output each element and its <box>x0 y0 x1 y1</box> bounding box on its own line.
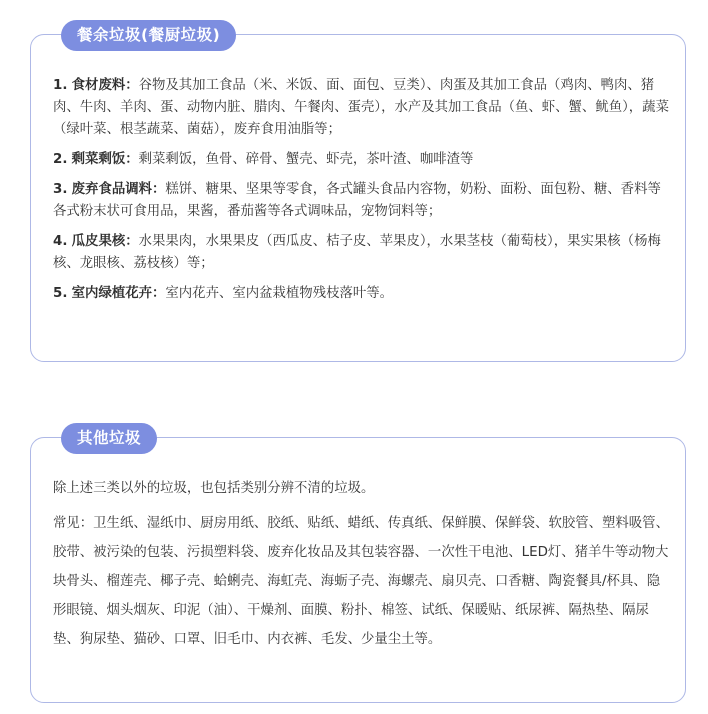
kitchen-waste-title: 餐余垃圾(餐厨垃圾) <box>61 20 236 51</box>
other-waste-title: 其他垃圾 <box>61 423 157 454</box>
kitchen-waste-list <box>53 75 669 313</box>
list-item <box>53 149 669 171</box>
item-number: 2. <box>53 152 68 167</box>
item-number: 5. <box>53 286 68 301</box>
list-item <box>53 231 669 275</box>
item-text: 糕饼、糖果、坚果等零食，各式罐头食品内容物，奶粉、面粉、面包粉、糖、香料等各式粉末状可食用品，果酱，番茄酱等各式调味品，宠物饲料等； <box>53 182 661 219</box>
item-number: 3. <box>53 182 68 197</box>
item-text: 谷物及其加工食品（米、米饭、面、面包、豆类）、肉蛋及其加工食品（鸡肉、鸭肉、猪肉、牛肉、羊肉、蛋、动物内脏、腊肉、午餐肉、蛋壳），水产及其加工食品（鱼、虾、蟹、鱿鱼），蔬菜（绿叶菜、根茎蔬菜、菌菇），废弃食用油脂等； <box>53 78 669 137</box>
item-text: 水果果肉，水果果皮（西瓜皮、桔子皮、苹果皮），水果茎枝（葡萄枝），果实果核（杨梅核、龙眼核、荔枝核）等； <box>53 234 661 271</box>
list-item <box>53 179 669 223</box>
item-heading: 剩菜剩饭： <box>71 152 139 167</box>
item-heading: 食材废料： <box>71 78 139 93</box>
item-heading: 瓜皮果核： <box>71 234 139 249</box>
kitchen-waste-card <box>30 26 686 362</box>
list-item <box>53 75 669 141</box>
other-waste-card <box>30 429 686 703</box>
list-item <box>53 283 669 305</box>
item-text: 室内花卉、室内盆栽植物残枝落叶等。 <box>165 286 394 301</box>
item-number: 1. <box>53 78 68 93</box>
item-heading: 室内绿植花卉： <box>71 286 166 301</box>
other-waste-common-list: 常见：卫生纸、湿纸巾、厨房用纸、胶纸、贴纸、蜡纸、传真纸、保鲜膜、保鲜袋、软胶管、塑料吸管、胶带、被污染的包装、污损塑料袋、废弃化妆品及其包装容器、一次性干电池、LED灯、猪羊牛等动物大块骨头、榴莲壳、椰子壳、蛤蜊壳、海虹壳、海蛎子壳、海螺壳、扇贝壳、口香糖、陶瓷餐具/杯具、隐形眼镜、烟头烟灰、印泥（油）、干燥剂、面膜、粉扑、棉签、试纸、保暖贴、纸尿裤、隔热垫、隔尿垫、狗尿垫、猫砂、口罩、旧毛巾、内衣裤、毛发、少量尘土等。 <box>53 516 669 647</box>
other-waste-body <box>53 478 671 654</box>
item-text: 剩菜剩饭，鱼骨、碎骨、蟹壳、虾壳，茶叶渣、咖啡渣等 <box>138 152 474 167</box>
item-number: 4. <box>53 234 68 249</box>
item-heading: 废弃食品调料： <box>71 182 166 197</box>
other-waste-intro: 除上述三类以外的垃圾，也包括类别分辨不清的垃圾。 <box>53 481 375 496</box>
